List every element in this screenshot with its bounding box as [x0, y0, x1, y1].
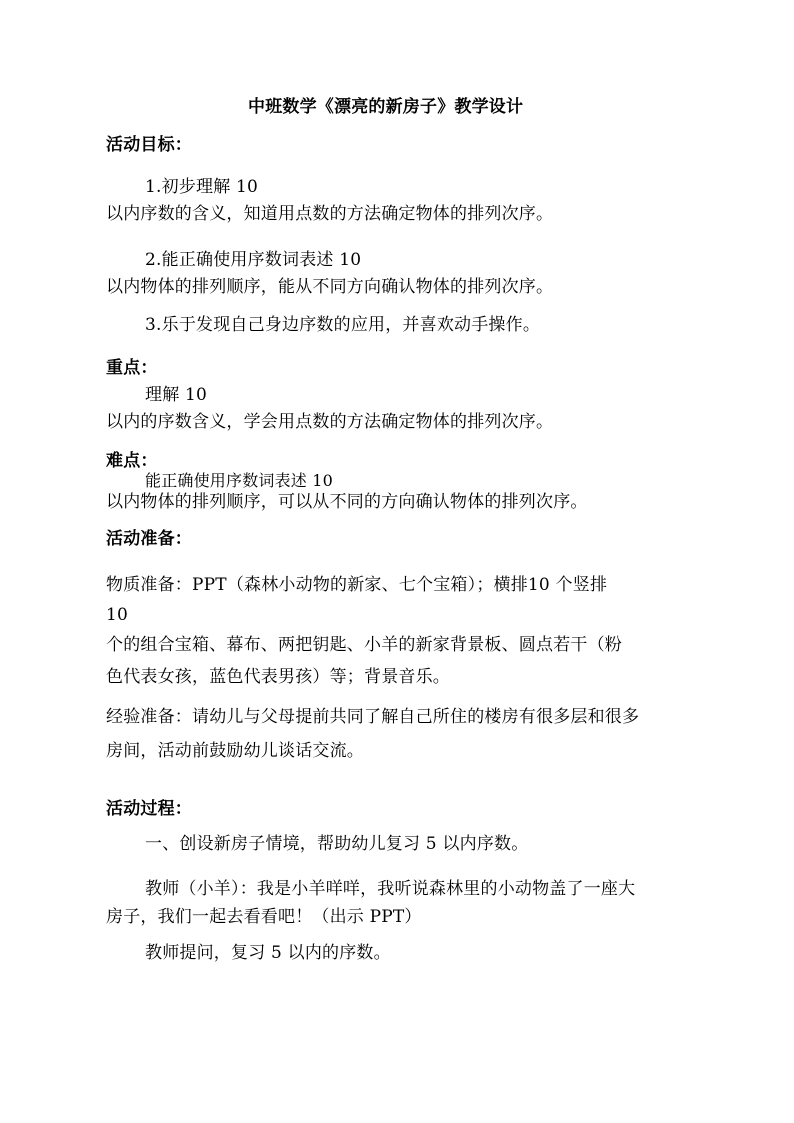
difficulties-line1: 能正确使用序数词表述 10: [145, 471, 334, 490]
difficulties-heading: 难点：: [106, 451, 158, 471]
document-title: 中班数学《漂亮的新房子》教学设计: [248, 97, 524, 117]
objective-3: 3.乐于发现自己身边序数的应用，并喜欢动手操作。: [145, 315, 541, 335]
difficulties-line2: 以内物体的排列顺序，可以从不同的方向确认物体的排列次序。: [106, 492, 588, 512]
material-line3: 个的组合宝箱、幕布、两把钥匙、小羊的新家背景板、圆点若干（粉: [106, 635, 622, 655]
experience-line1: 经验准备：请幼儿与父母提前共同了解自己所住的楼房有很多层和很多: [106, 707, 640, 727]
objective-1-line1: 1.初步理解 10: [145, 177, 259, 197]
key-points-heading: 重点：: [106, 358, 158, 378]
process-step-1: 一、创设新房子情境，帮助幼儿复习 5 以内序数。: [145, 834, 529, 854]
objective-2-line2: 以内物体的排列顺序，能从不同方向确认物体的排列次序。: [106, 277, 554, 297]
objective-1-line2: 以内序数的含义，知道用点数的方法确定物体的排列次序。: [106, 204, 554, 224]
key-points-line1: 理解 10: [145, 385, 208, 405]
material-line4: 色代表女孩，蓝色代表男孩）等；背景音乐。: [106, 667, 450, 687]
preparation-heading: 活动准备：: [106, 529, 192, 549]
material-line1: 物质准备：PPT（森林小动物的新家、七个宝箱）；横排10 个竖排: [106, 575, 608, 595]
key-points-line2: 以内的序数含义，学会用点数的方法确定物体的排列次序。: [106, 412, 554, 432]
experience-line2: 房间，活动前鼓励幼儿谈话交流。: [106, 741, 364, 761]
objectives-heading: 活动目标：: [106, 135, 192, 155]
teacher-line2: 房子，我们一起去看看吧！（出示 PPT）: [106, 907, 422, 927]
teacher-line1: 教师（小羊）：我是小羊咩咩，我听说森林里的小动物盖了一座大: [145, 879, 636, 899]
objective-2-line1: 2.能正确使用序数词表述 10: [145, 250, 362, 270]
process-heading: 活动过程：: [106, 799, 192, 819]
material-line2: 10: [106, 605, 129, 625]
teacher-question: 教师提问，复习 5 以内的序数。: [145, 943, 391, 963]
